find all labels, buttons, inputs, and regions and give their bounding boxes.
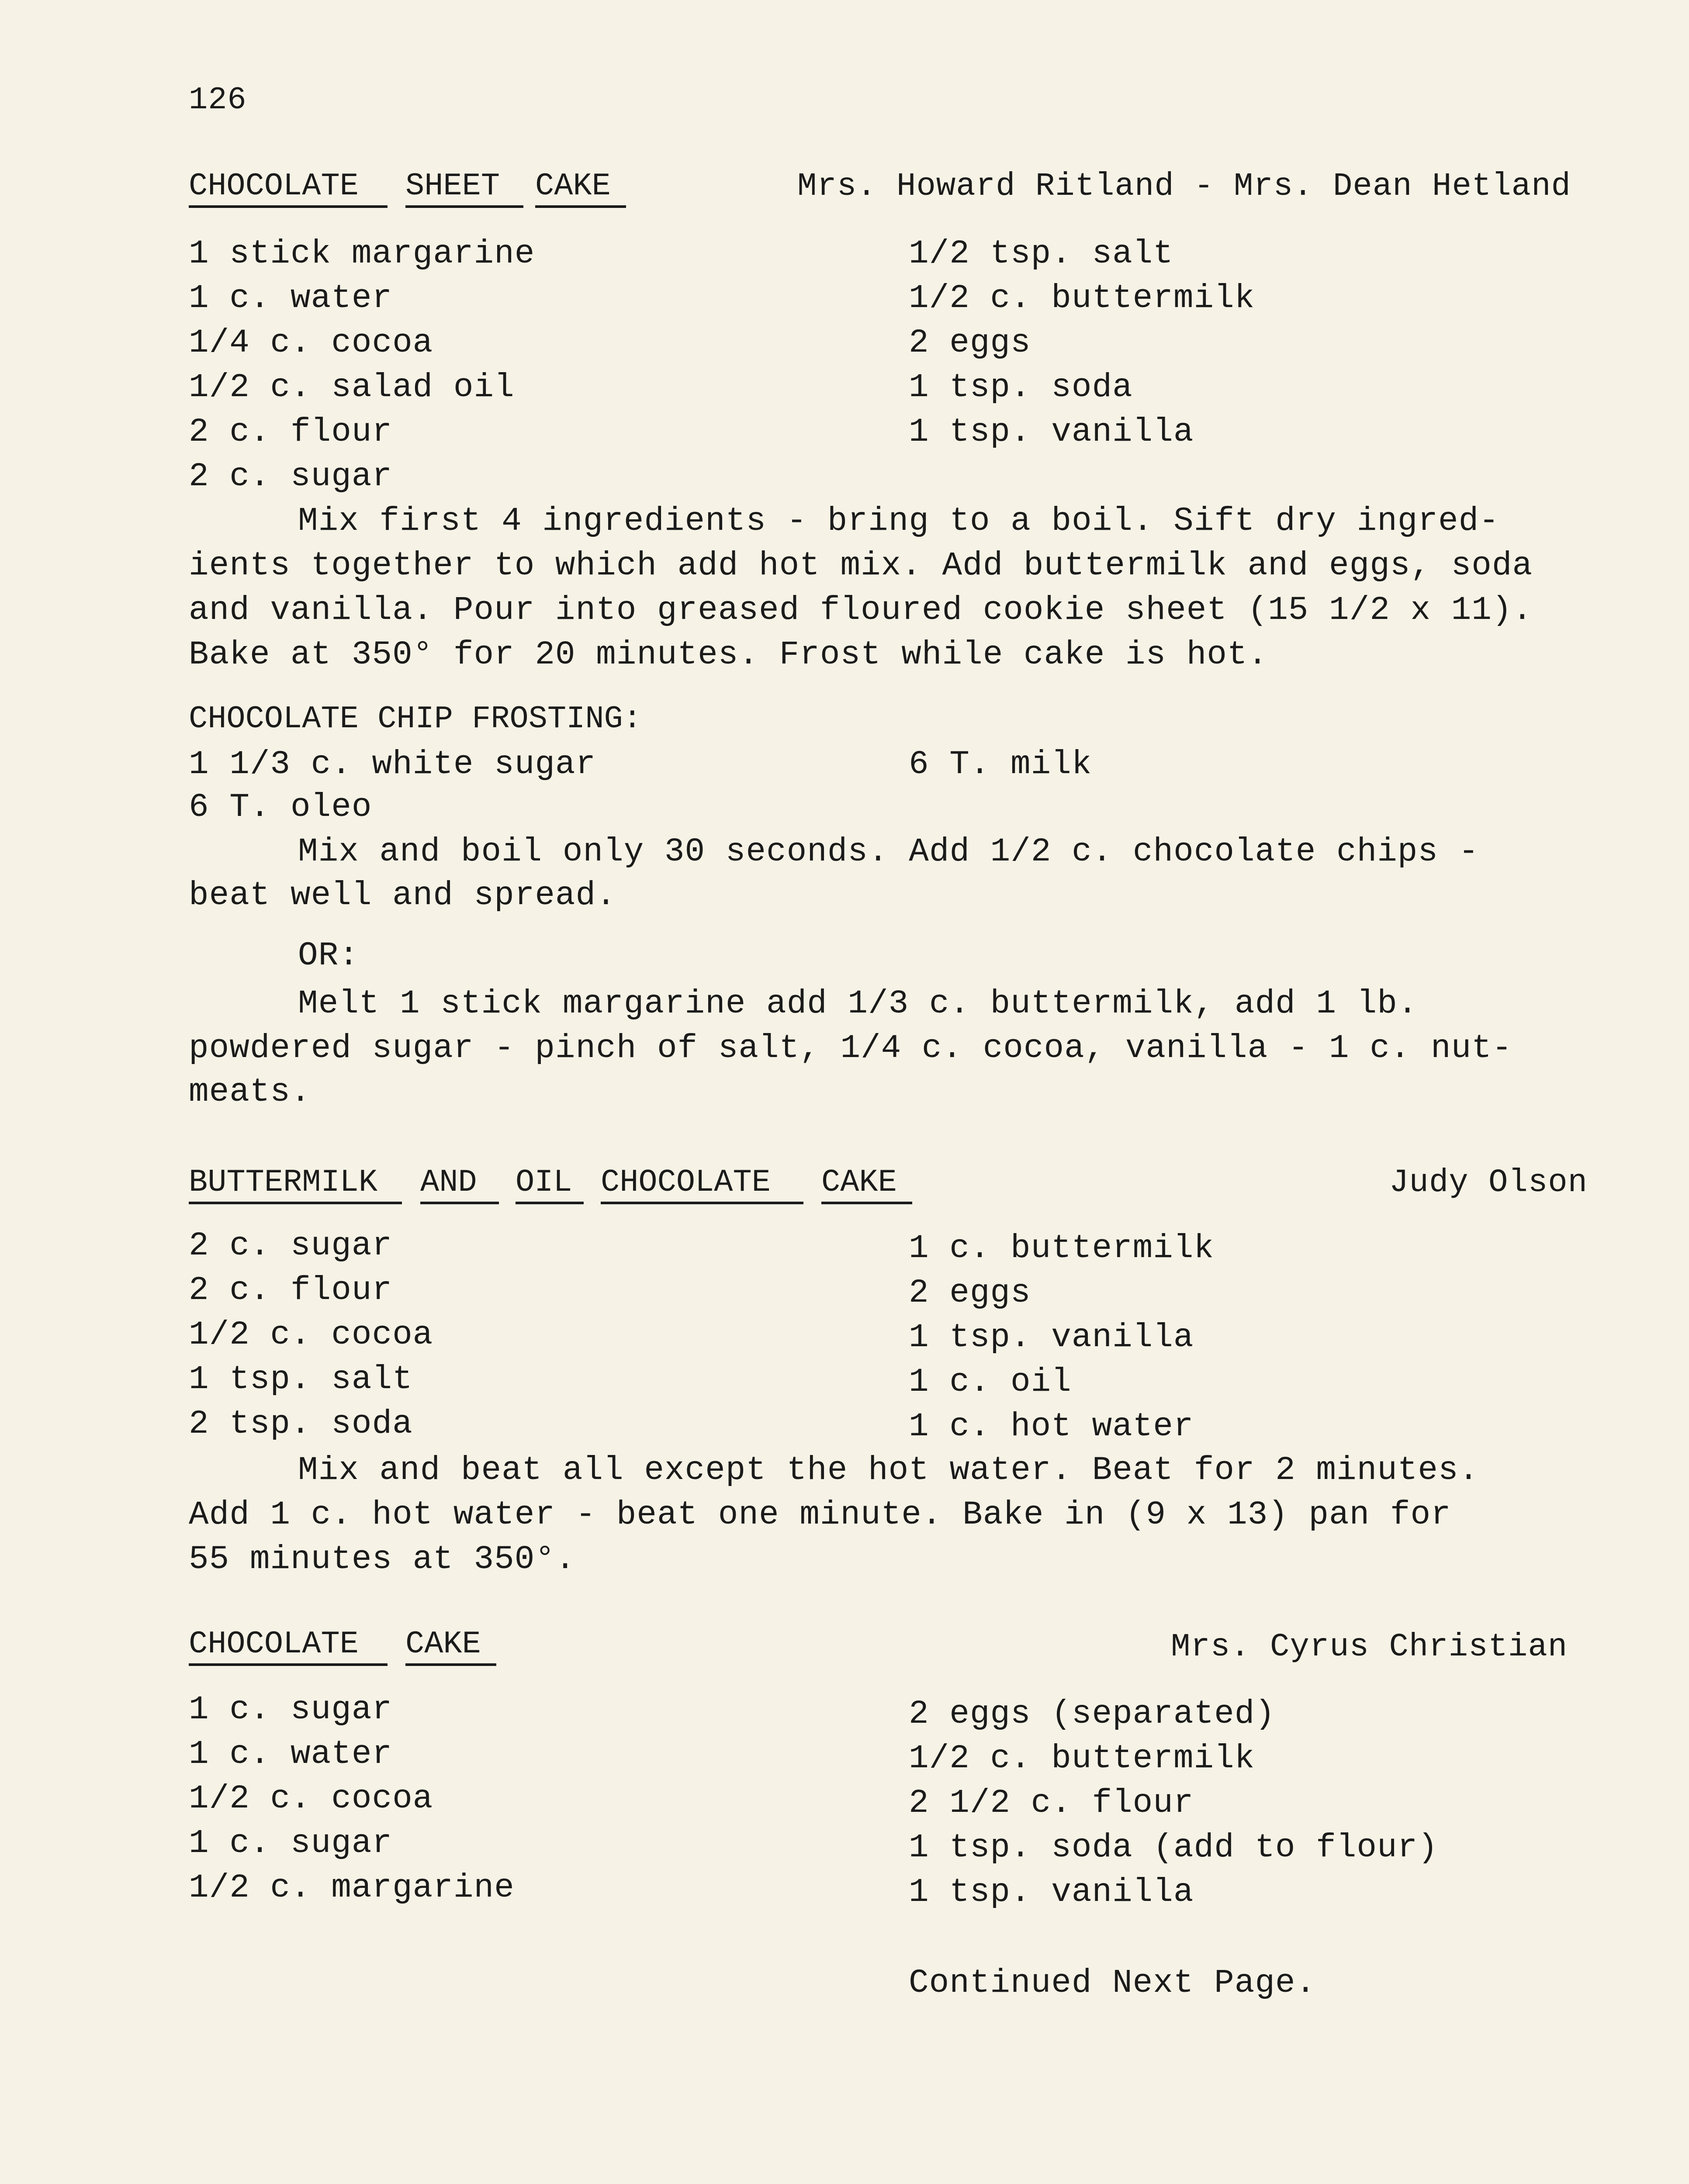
recipe-title-word: CAKE xyxy=(535,168,611,204)
ingredient: 1 tsp. vanilla xyxy=(909,413,1194,451)
ingredient: 2 c. sugar xyxy=(189,1227,393,1265)
title-underline xyxy=(189,1202,402,1204)
title-underline xyxy=(189,1663,388,1666)
ingredient: 1/2 c. cocoa xyxy=(189,1780,433,1818)
title-underline xyxy=(420,1202,499,1204)
ingredient: 1/2 c. cocoa xyxy=(189,1316,433,1354)
ingredient: 1 c. oil xyxy=(909,1363,1072,1401)
instruction-line: and vanilla. Pour into greased floured cookie sheet (15 1/2 x 11). xyxy=(189,591,1533,629)
recipe-title-word: AND xyxy=(420,1165,477,1200)
ingredient: 1/2 c. buttermilk xyxy=(909,1740,1255,1777)
ingredient: 1/2 tsp. salt xyxy=(909,235,1173,273)
title-underline xyxy=(601,1202,803,1204)
recipe-title-word: OIL xyxy=(516,1165,572,1200)
ingredient: 1 c. buttermilk xyxy=(909,1230,1215,1267)
recipe-author: Mrs. Cyrus Christian xyxy=(1171,1629,1568,1666)
instruction-line: powdered sugar - pinch of salt, 1/4 c. cocoa, vanilla - 1 c. nut- xyxy=(189,1030,1512,1067)
instruction-line: Add 1 c. hot water - beat one minute. Bake in (9 x 13) pan for xyxy=(189,1496,1451,1534)
ingredient: 2 c. flour xyxy=(189,413,393,451)
ingredient: 1/4 c. cocoa xyxy=(189,324,433,362)
ingredient: 1/2 c. buttermilk xyxy=(909,280,1255,317)
ingredient: 1 c. sugar xyxy=(189,1691,393,1728)
recipe-author: Mrs. Howard Ritland - Mrs. Dean Hetland xyxy=(797,168,1571,205)
title-underline xyxy=(821,1202,912,1204)
instruction-line: Bake at 350° for 20 minutes. Frost while cake is hot. xyxy=(189,636,1268,674)
instruction-line: beat well and spread. xyxy=(189,877,616,914)
ingredient: 6 T. milk xyxy=(909,746,1092,783)
recipe-title-word: SHEET xyxy=(405,168,500,204)
instruction-line: meats. xyxy=(189,1073,311,1111)
instruction-line: Melt 1 stick margarine add 1/3 c. buttermilk, add 1 lb. xyxy=(298,985,1418,1023)
ingredient: 1 tsp. vanilla xyxy=(909,1873,1194,1911)
recipe-title: CHOCOLATE CHIP FROSTING: xyxy=(189,701,642,737)
ingredient: 1 tsp. vanilla xyxy=(909,1319,1194,1356)
ingredient: 2 eggs xyxy=(909,324,1031,362)
ingredient: 1 tsp. salt xyxy=(189,1361,413,1398)
ingredient: 2 c. flour xyxy=(189,1272,393,1309)
continued-note: Continued Next Page. xyxy=(909,1964,1316,2002)
ingredient: 1 tsp. soda xyxy=(909,369,1133,406)
ingredient: 2 eggs xyxy=(909,1274,1031,1312)
title-underline xyxy=(405,205,523,208)
recipe-title-word: CHOCOLATE xyxy=(601,1165,771,1200)
title-underline xyxy=(516,1202,584,1204)
ingredient: 2 1/2 c. flour xyxy=(909,1784,1194,1822)
instruction-line: 55 minutes at 350°. xyxy=(189,1541,576,1578)
recipe-title-word: CHOCOLATE xyxy=(189,1626,359,1662)
ingredient: 1 c. water xyxy=(189,1735,393,1773)
page-number: 126 xyxy=(189,82,247,118)
recipe-author: Judy Olson xyxy=(1389,1165,1588,1201)
ingredient: 1/2 c. margarine xyxy=(189,1869,515,1907)
ingredient: 1 c. hot water xyxy=(909,1408,1194,1445)
ingredient: 1/2 c. salad oil xyxy=(189,369,515,406)
instruction-line: Mix and boil only 30 seconds. Add 1/2 c. chocolate chips - xyxy=(298,833,1479,871)
instruction-line: ients together to which add hot mix. Add buttermilk and eggs, soda xyxy=(189,547,1533,584)
title-underline xyxy=(189,205,388,208)
ingredient: 1 c. sugar xyxy=(189,1825,393,1862)
ingredient: 1 c. water xyxy=(189,280,393,317)
ingredient: 6 T. oleo xyxy=(189,788,372,826)
title-underline xyxy=(535,205,626,208)
instruction-line: Mix first 4 ingredients - bring to a boil. Sift dry ingred- xyxy=(298,502,1499,540)
recipe-title-word: CHOCOLATE xyxy=(189,168,359,204)
ingredient: 2 eggs (separated) xyxy=(909,1695,1275,1733)
ingredient: 1 stick margarine xyxy=(189,235,535,273)
or-label: OR: xyxy=(298,937,359,975)
ingredient: 1 tsp. soda (add to flour) xyxy=(909,1829,1438,1866)
recipe-title-word: BUTTERMILK xyxy=(189,1165,378,1200)
ingredient: 2 c. sugar xyxy=(189,458,393,495)
title-underline xyxy=(405,1663,496,1666)
ingredient: 1 1/3 c. white sugar xyxy=(189,746,596,783)
recipe-title-word: CAKE xyxy=(821,1165,897,1200)
ingredient: 2 tsp. soda xyxy=(189,1405,413,1443)
recipe-title-word: CAKE xyxy=(405,1626,481,1662)
instruction-line: Mix and beat all except the hot water. Beat for 2 minutes. xyxy=(298,1451,1479,1489)
